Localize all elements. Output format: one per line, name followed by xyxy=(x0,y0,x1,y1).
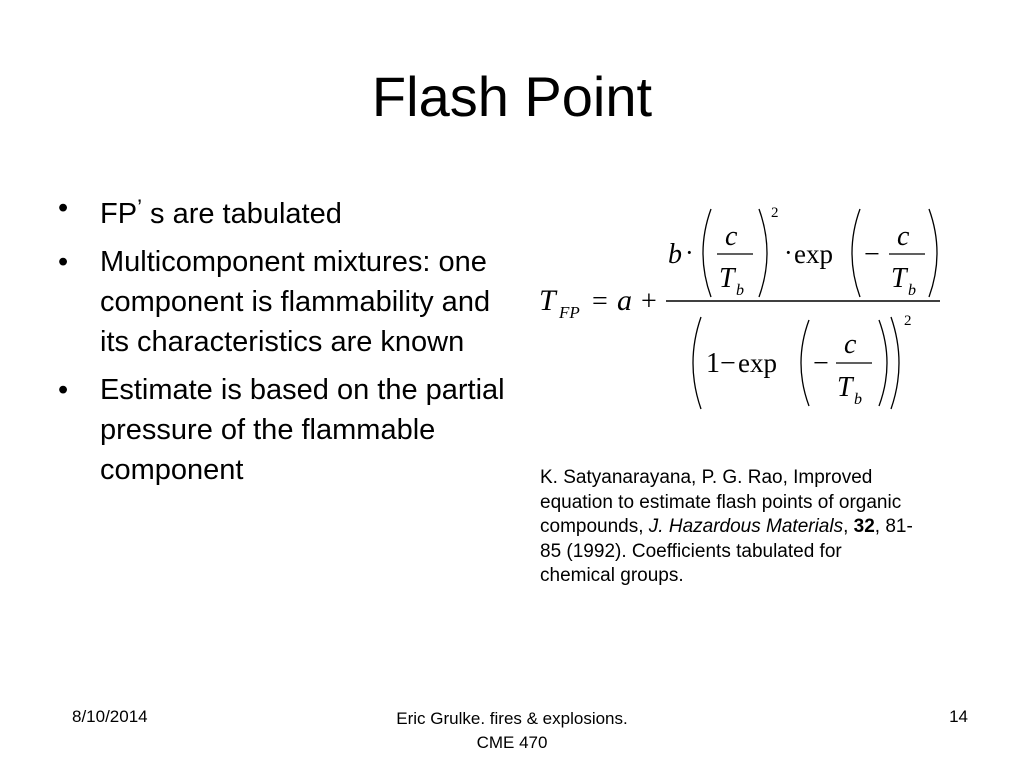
bullet-item xyxy=(56,242,506,362)
formula-subscript-b: b xyxy=(854,391,862,408)
bullet-text-fp: FP xyxy=(100,198,138,230)
formula-paren-right xyxy=(929,209,937,297)
formula-paren-right xyxy=(879,320,887,406)
citation-authors: K. Satyanarayana, P. G. Rao, Improved equation to estimate flash points of organic compounds, xyxy=(540,467,902,537)
footer-line2: CME 470 xyxy=(476,733,548,752)
formula-c: c xyxy=(725,221,738,252)
formula-T-b: T xyxy=(719,263,735,294)
slide-title: Flash Point xyxy=(371,65,653,128)
formula-exponent: 2 xyxy=(771,205,779,221)
bullet-text: Estimate is based on the partial pressure of the flammable component xyxy=(100,374,505,486)
bullet-apostrophe: ’ xyxy=(137,195,142,220)
citation-volume: 32 xyxy=(853,516,875,537)
formula-c: c xyxy=(844,329,857,360)
formula-plus: + xyxy=(641,286,657,317)
footer-date: 8/10/2014 xyxy=(72,707,148,726)
formula-paren-right xyxy=(891,317,899,409)
formula-b: b xyxy=(668,239,682,270)
formula-subscript-fp: FP xyxy=(559,303,580,322)
formula-paren-right xyxy=(759,209,767,297)
bullet-text: Multicomponent mixtures: one component is flammability and its characteristics are known xyxy=(100,246,491,358)
formula-a: a xyxy=(617,284,632,317)
flash-point-formula xyxy=(535,195,955,420)
bullet-dot: • xyxy=(58,246,69,278)
citation-journal: J. Hazardous Materials xyxy=(648,516,844,537)
formula-exp: exp xyxy=(794,239,833,269)
citation-comma: , xyxy=(843,516,854,537)
bullet-dot: • xyxy=(58,192,69,224)
citation xyxy=(540,466,920,589)
formula-paren-left xyxy=(852,209,860,297)
formula-minus: − xyxy=(720,348,736,379)
footer-page-number: 14 xyxy=(949,707,968,726)
formula-c: c xyxy=(897,221,910,252)
bullet-item xyxy=(56,188,506,234)
bullet-dot: • xyxy=(58,374,69,406)
formula-exp: exp xyxy=(738,348,777,378)
formula-equals: = xyxy=(592,286,608,317)
formula-subscript-b: b xyxy=(908,282,916,299)
formula-T-b: T xyxy=(891,263,907,294)
formula-T-b: T xyxy=(837,372,853,403)
bullet-item xyxy=(56,370,506,490)
formula-paren-left xyxy=(801,320,809,406)
formula-minus: − xyxy=(813,348,829,379)
formula-paren-left xyxy=(703,209,711,297)
formula-dot: · xyxy=(784,238,793,267)
formula-one: 1 xyxy=(706,348,720,379)
formula-minus: − xyxy=(864,239,880,270)
footer-course-info xyxy=(362,707,662,755)
formula-subscript-b: b xyxy=(736,282,744,299)
formula-T: T xyxy=(539,284,556,317)
citation-rest: , 81-85 (1992). Coefficients tabulated for chemical groups. xyxy=(540,516,913,586)
bullet-text-tabulated: s are tabulated xyxy=(141,198,342,230)
bullet-list xyxy=(56,188,506,498)
formula-paren-left xyxy=(693,317,701,409)
formula-exponent: 2 xyxy=(904,313,912,329)
footer-line1: Eric Grulke. fires & explosions. xyxy=(396,709,628,728)
formula-dot: · xyxy=(685,238,694,267)
